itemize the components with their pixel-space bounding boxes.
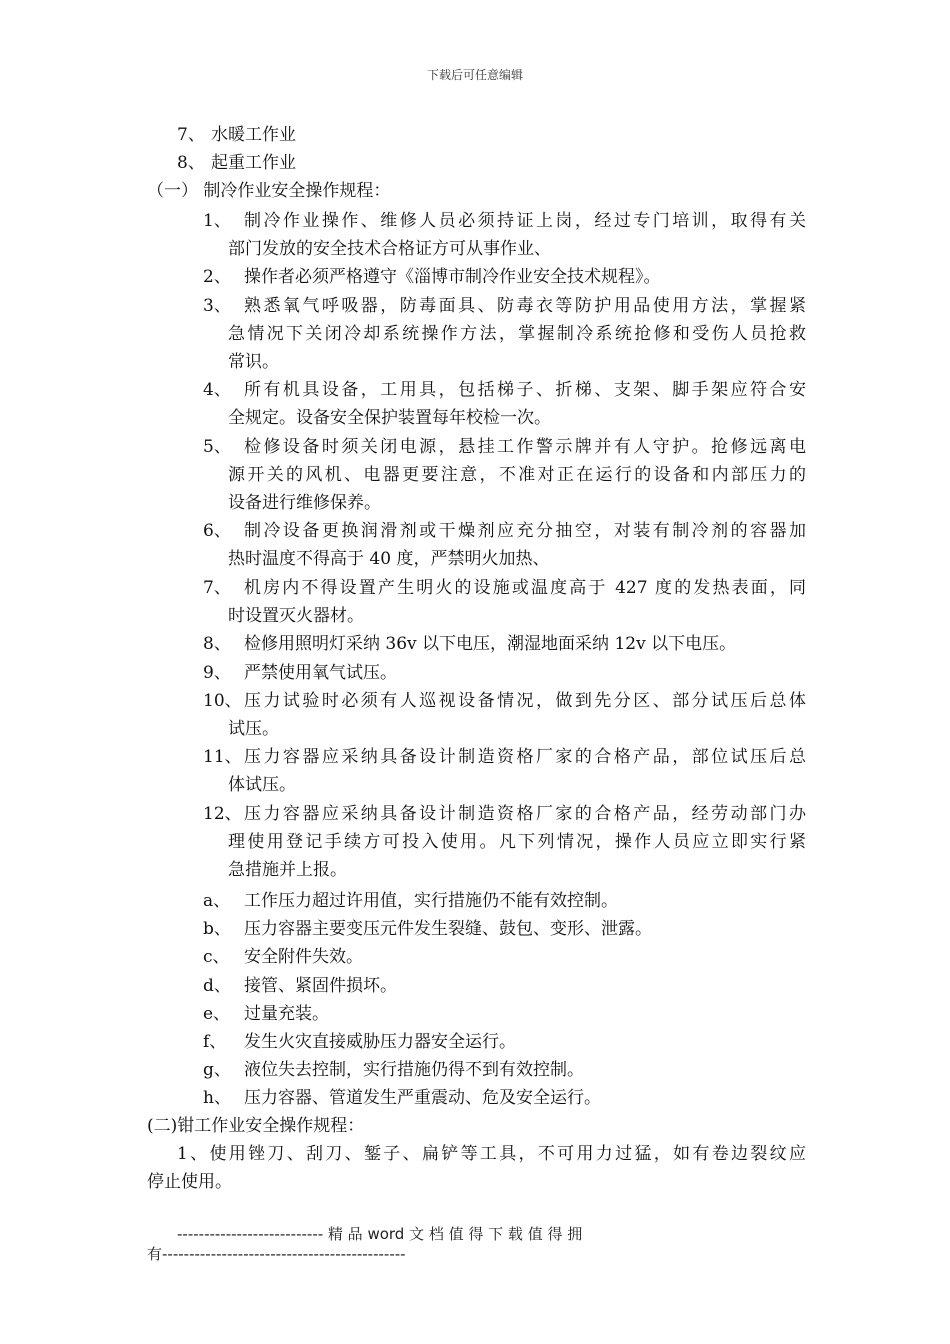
list-text-line: 理使用登记手续方可投入使用。凡下列情况，操作人员应立即实行紧 xyxy=(228,832,806,852)
list-text-line: 体试压。 xyxy=(228,775,296,795)
list-number: 2、 xyxy=(203,267,231,287)
list-text-line: 全规定。设备安全保护装置每年校检一次。 xyxy=(228,408,551,428)
list-number: 3、 xyxy=(203,296,231,316)
list-text-line: 机房内不得设置产生明火的设施或温度高于 427 度的发热表面，同 xyxy=(244,578,806,598)
list-text-line: 试压。 xyxy=(228,719,279,739)
sub-item-text: 安全附件失效。 xyxy=(244,947,363,967)
list-text-line: 制冷作业操作、维修人员必须持证上岗，经过专门培训，取得有关 xyxy=(244,211,806,231)
list-text-line: 制冷设备更换润滑剂或干燥剂应充分抽空，对装有制冷剂的容器加 xyxy=(244,521,806,541)
list-number: 12、 xyxy=(203,804,242,824)
section-title: (二)钳工作业安全操作规程： xyxy=(147,1116,365,1136)
list-number: 6、 xyxy=(203,521,231,541)
list-text-line: 检修用照明灯采纳 36v 以下电压，潮湿地面采纳 12v 以下电压。 xyxy=(244,634,737,654)
list-text-line: 部门发放的安全技术合格证方可从事作业、 xyxy=(228,239,551,259)
sub-item-text: 过量充装。 xyxy=(244,1004,329,1024)
list-text-line: 压力试验时必须有人巡视设备情况，做到先分区、部分试压后总体 xyxy=(244,691,806,711)
list-number: 7、 xyxy=(203,578,231,598)
sub-item-letter: d、 xyxy=(203,976,231,996)
list-number: 11、 xyxy=(203,747,242,767)
list-number: 5、 xyxy=(203,437,231,457)
list-number: 1、 xyxy=(203,211,231,231)
list-number: 9、 xyxy=(203,663,231,683)
page-header: 下载后可任意编辑 xyxy=(426,68,523,82)
list-text-line: 热时温度不得高于 40 度，严禁明火加热、 xyxy=(228,549,550,569)
footer-line: 有--------------------------------------------- xyxy=(147,1245,406,1263)
footer-line: --------------------------- 精 品 word 文 档 值 得 下 载 值 得 拥 xyxy=(177,1225,583,1243)
list-text-line: 严禁使用氧气试压。 xyxy=(244,663,397,683)
sub-item-text: 液位失去控制，实行措施仍得不到有效控制。 xyxy=(244,1060,584,1080)
paragraph-line: 停止使用。 xyxy=(147,1172,232,1192)
list-text: 水暖工作业 xyxy=(211,125,296,145)
section-title: （一） 制冷作业安全操作规程： xyxy=(147,181,391,201)
list-number: 8、 xyxy=(177,153,205,173)
sub-item-letter: b、 xyxy=(203,919,231,939)
list-text-line: 压力容器应采纳具备设计制造资格厂家的合格产品，经劳动部门办 xyxy=(244,804,806,824)
list-text-line: 压力容器应采纳具备设计制造资格厂家的合格产品，部位试压后总 xyxy=(244,747,806,767)
list-text-line: 检修设备时须关闭电源，悬挂工作警示牌并有人守护。抢修远离电 xyxy=(244,437,806,457)
list-text-line: 急措施并上报。 xyxy=(228,860,347,880)
sub-item-letter: a、 xyxy=(203,891,231,911)
sub-item-text: 压力容器、管道发生严重震动、危及安全运行。 xyxy=(244,1088,601,1108)
sub-item-text: 接管、紧固件损坏。 xyxy=(244,976,397,996)
sub-item-text: 工作压力超过许用值，实行措施仍不能有效控制。 xyxy=(244,891,618,911)
list-text-line: 设备进行维修保养。 xyxy=(228,493,381,513)
sub-item-text: 压力容器主要变压元件发生裂缝、鼓包、变形、泄露。 xyxy=(244,919,652,939)
sub-item-letter: h、 xyxy=(203,1088,231,1108)
list-number: 4、 xyxy=(203,380,231,400)
list-number: 7、 xyxy=(177,125,205,145)
sub-item-letter: e、 xyxy=(203,1004,231,1024)
list-text-line: 时设置灭火器材。 xyxy=(228,606,364,626)
list-text-line: 源开关的风机、电器更要注意，不准对正在运行的设备和内部压力的 xyxy=(228,465,806,485)
list-text-line: 熟悉氧气呼吸器，防毒面具、防毒衣等防护用品使用方法，掌握紧 xyxy=(244,296,806,316)
list-text-line: 操作者必须严格遵守《淄博市制冷作业安全技术规程》。 xyxy=(244,267,661,287)
sub-item-letter: f、 xyxy=(203,1032,227,1052)
sub-item-letter: g、 xyxy=(203,1060,231,1080)
list-text: 起重工作业 xyxy=(211,153,296,173)
list-number: 10、 xyxy=(203,691,242,711)
list-text-line: 常识。 xyxy=(228,352,279,372)
sub-item-text: 发生火灾直接威胁压力器安全运行。 xyxy=(244,1032,516,1052)
list-text-line: 急情况下关闭冷却系统操作方法，掌握制冷系统抢修和受伤人员抢救 xyxy=(228,324,806,344)
list-text-line: 所有机具设备，工用具，包括梯子、折梯、支架、脚手架应符合安 xyxy=(244,380,806,400)
paragraph-line: 1、使用锉刀、刮刀、錾子、扁铲等工具，不可用力过猛，如有卷边裂纹应 xyxy=(177,1144,806,1164)
sub-item-letter: c、 xyxy=(203,947,230,967)
list-number: 8、 xyxy=(203,634,231,654)
